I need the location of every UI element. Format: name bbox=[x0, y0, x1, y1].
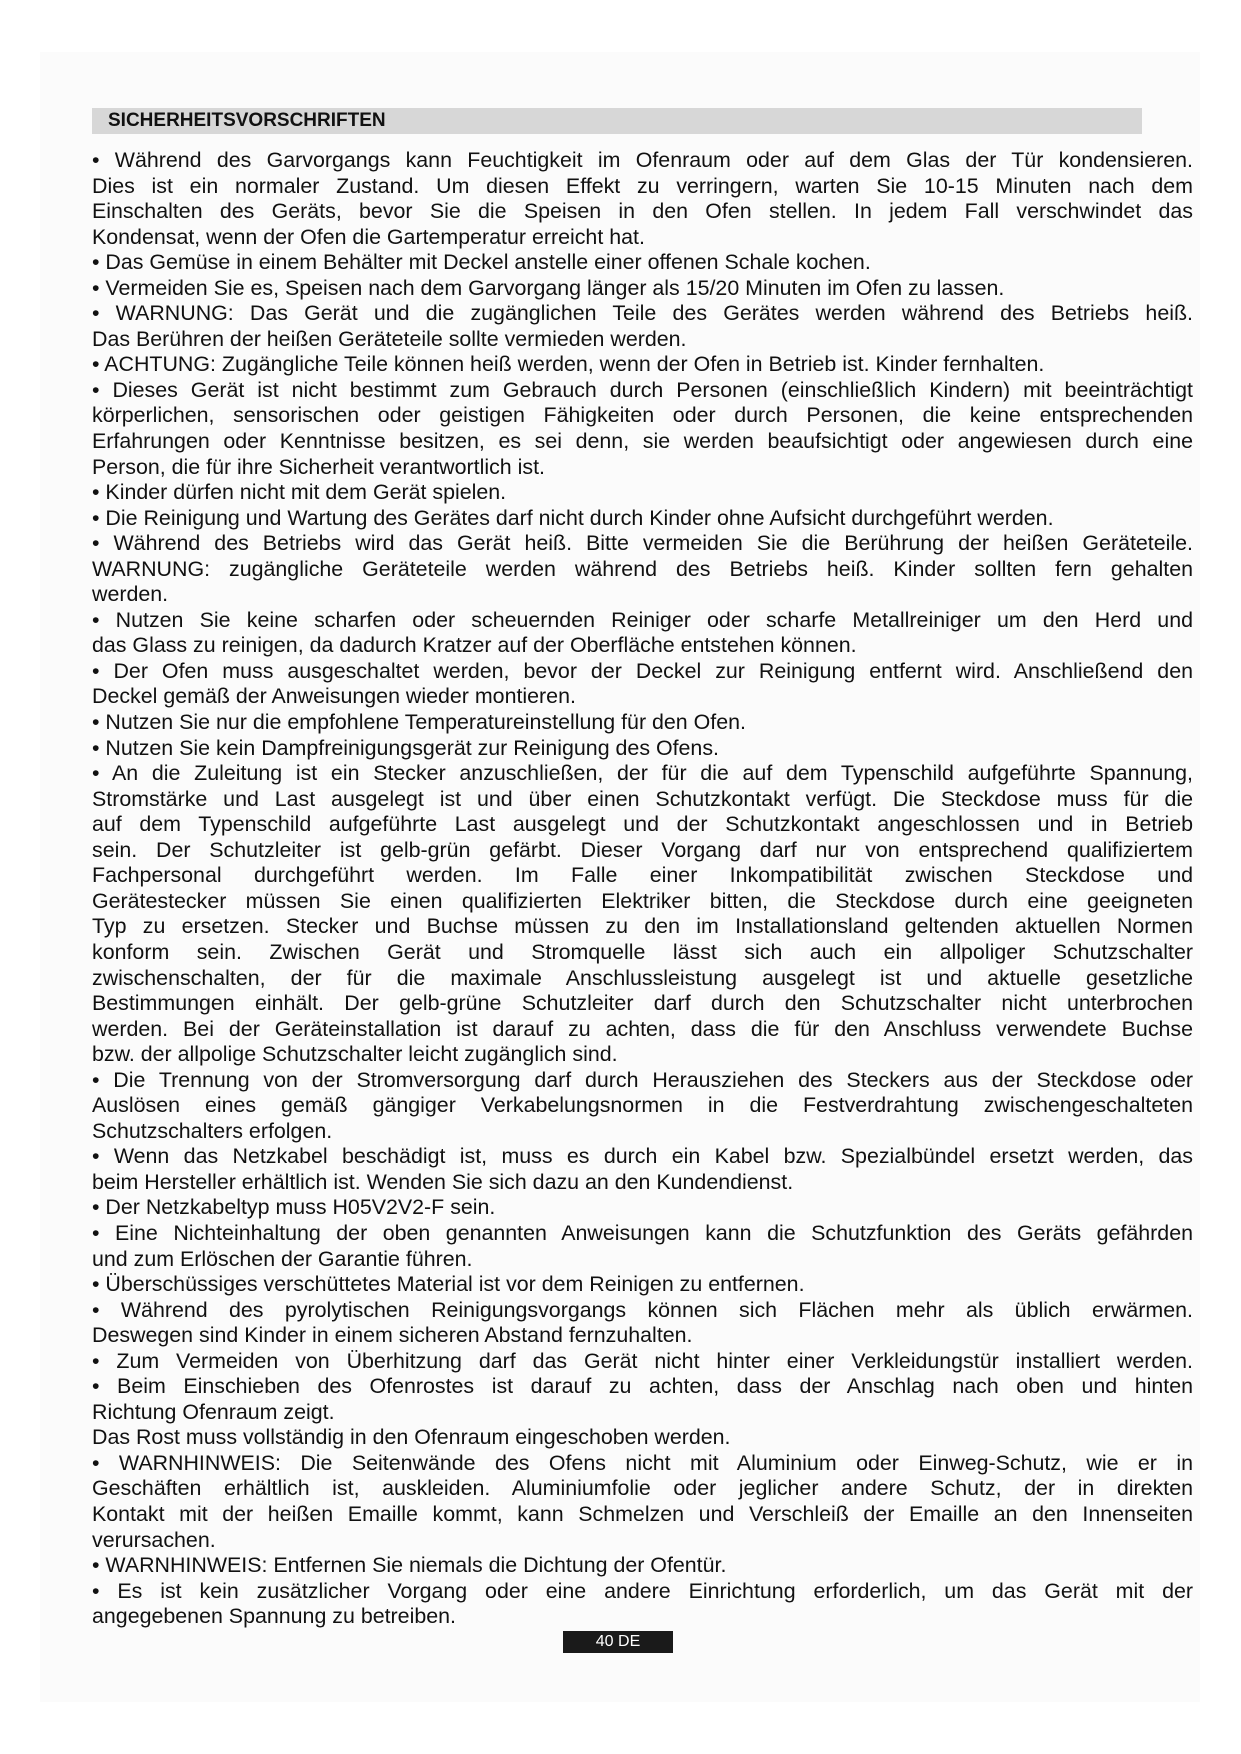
text-line: Typ zu ersetzen. Stecker und Buchse müssen zu den im Installationsland geltenden aktuellen Normen bbox=[92, 914, 1193, 939]
text-line: Das Rost muss vollständig in den Ofenraum eingeschoben werden. bbox=[92, 1425, 731, 1450]
safety-instructions-text bbox=[92, 148, 1202, 1630]
text-line: • WARNHINWEIS: Die Seitenwände des Ofens nicht mit Aluminium oder Einweg-Schutz, wie er in bbox=[92, 1450, 1193, 1475]
text-line: • Die Trennung von der Stromversorgung darf durch Herausziehen des Steckers aus der Steckdose oder bbox=[92, 1067, 1193, 1092]
text-line: • Während des pyrolytischen Reinigungsvorgangs können sich Flächen mehr als üblich erwärmen. bbox=[92, 1297, 1193, 1322]
text-line: Fachpersonal durchgeführt werden. Im Falle einer Inkompatibilität zwischen Steckdose und bbox=[92, 863, 1193, 888]
text-line: • Während des Garvorgangs kann Feuchtigkeit im Ofenraum oder auf dem Glas der Tür kondensieren. bbox=[92, 148, 1193, 172]
text-line: zwischenschalten, der für die maximale Anschlussleistung ausgelegt ist und aktuelle gesetzliche bbox=[92, 965, 1193, 990]
text-line: Auslösen eines gemäß gängiger Verkabelungsnormen in die Festverdrahtung zwischengeschalteten bbox=[92, 1093, 1193, 1118]
text-line: Einschalten des Geräts, bevor Sie die Speisen in den Ofen stellen. In jedem Fall verschwindet das bbox=[92, 199, 1193, 224]
text-line: • Zum Vermeiden von Überhitzung darf das Gerät nicht hinter einer Verkleidungstür installiert werden. bbox=[92, 1348, 1193, 1373]
text-line: werden. Bei der Geräteinstallation ist darauf zu achten, dass die für den Anschluss verwendete Buchse bbox=[92, 1016, 1193, 1041]
text-line: • Der Netzkabeltyp muss H05V2V2-F sein. bbox=[92, 1195, 496, 1220]
text-line: verursachen. bbox=[92, 1527, 216, 1552]
text-line: • Dieses Gerät ist nicht bestimmt zum Gebrauch durch Personen (einschließlich Kindern) mit beeinträchtigt bbox=[92, 377, 1193, 402]
text-line: • Während des Betriebs wird das Gerät heiß. Bitte vermeiden Sie die Berührung der heißen Geräteteile. bbox=[92, 531, 1193, 556]
text-line: • Vermeiden Sie es, Speisen nach dem Garvorgang länger als 15/20 Minuten im Ofen zu lassen. bbox=[92, 275, 1005, 300]
text-line: Geschäften erhältlich ist, auskleiden. Aluminiumfolie oder jeglicher andere Schutz, der in direkten bbox=[92, 1476, 1193, 1501]
section-title: SICHERHEITSVORSCHRIFTEN bbox=[108, 110, 386, 131]
text-line: • Nutzen Sie nur die empfohlene Temperatureinstellung für den Ofen. bbox=[92, 710, 746, 735]
text-line: • Beim Einschieben des Ofenrostes ist darauf zu achten, dass der Anschlag nach oben und hinten bbox=[92, 1374, 1193, 1399]
text-line: konform sein. Zwischen Gerät und Stromquelle lässt sich auch ein allpoliger Schutzschalter bbox=[92, 939, 1193, 964]
text-line: • Nutzen Sie keine scharfen oder scheuernden Reiniger oder scharfe Metallreiniger um den Herd und bbox=[92, 607, 1193, 632]
text-line: • Kinder dürfen nicht mit dem Gerät spielen. bbox=[92, 480, 507, 505]
text-line: Das Berühren der heißen Geräteteile sollte vermieden werden. bbox=[92, 326, 687, 351]
text-line: beim Hersteller erhältlich ist. Wenden Sie sich dazu an den Kundendienst. bbox=[92, 1169, 794, 1194]
text-line: Gerätestecker müssen Sie einen qualifizierten Elektriker bitten, die Steckdose durch eine geeigneten bbox=[92, 888, 1193, 913]
text-line: Stromstärke und Last ausgelegt ist und über einen Schutzkontakt verfügt. Die Steckdose muss für die bbox=[92, 786, 1193, 811]
text-line: Deswegen sind Kinder in einem sicheren Abstand fernzuhalten. bbox=[92, 1323, 693, 1348]
text-line: Kondensat, wenn der Ofen die Gartemperatur erreicht hat. bbox=[92, 224, 645, 249]
text-line: • Es ist kein zusätzlicher Vorgang oder eine andere Einrichtung erforderlich, um das Gerät mit der bbox=[92, 1578, 1193, 1603]
text-line: • WARNUNG: Das Gerät und die zugänglichen Teile des Gerätes werden während des Betriebs heiß. bbox=[92, 301, 1193, 326]
text-line: • Der Ofen muss ausgeschaltet werden, bevor der Deckel zur Reinigung entfernt wird. Anschließend den bbox=[92, 658, 1193, 683]
text-line: WARNUNG: zugängliche Geräteteile werden während des Betriebs heiß. Kinder sollten fern gehalten bbox=[92, 556, 1193, 581]
text-line: • An die Zuleitung ist ein Stecker anzuschließen, der für die auf dem Typenschild aufgeführte Spannung, bbox=[92, 761, 1193, 786]
page-number-badge: 40 DE bbox=[563, 1631, 673, 1653]
text-line: körperlichen, sensorischen oder geistigen Fähigkeiten oder durch Personen, die keine entsprechenden bbox=[92, 403, 1193, 428]
text-line: Erfahrungen oder Kenntnisse besitzen, es sei denn, sie werden beaufsichtigt oder angewiesen durch eine bbox=[92, 429, 1193, 454]
text-line: sein. Der Schutzleiter ist gelb-grün gefärbt. Dieser Vorgang darf nur von entsprechend qualifiziertem bbox=[92, 837, 1193, 862]
text-line: Person, die für ihre Sicherheit verantwortlich ist. bbox=[92, 454, 545, 479]
text-line: • Wenn das Netzkabel beschädigt ist, muss es durch ein Kabel bzw. Spezialbündel ersetzt werden, das bbox=[92, 1144, 1193, 1169]
text-line: Bestimmungen einhält. Der gelb-grüne Schutzleiter darf durch den Schutzschalter nicht unterbrochen bbox=[92, 991, 1193, 1016]
text-line: Richtung Ofenraum zeigt. bbox=[92, 1399, 335, 1424]
text-line: werden. bbox=[92, 582, 169, 607]
text-line: • ACHTUNG: Zugängliche Teile können heiß werden, wenn der Ofen in Betrieb ist. Kinder fernhalten. bbox=[92, 352, 1045, 377]
text-line: • Die Reinigung und Wartung des Gerätes darf nicht durch Kinder ohne Aufsicht durchgeführt werden. bbox=[92, 505, 1054, 530]
text-line: Kontakt mit der heißen Emaille kommt, kann Schmelzen und Verschleiß der Emaille an den Innenseiten bbox=[92, 1501, 1193, 1526]
text-line: angegebenen Spannung zu betreiben. bbox=[92, 1604, 456, 1629]
text-line: • Das Gemüse in einem Behälter mit Deckel anstelle einer offenen Schale kochen. bbox=[92, 250, 871, 275]
text-line: • WARNHINWEIS: Entfernen Sie niemals die Dichtung der Ofentür. bbox=[92, 1553, 727, 1578]
text-line: • Nutzen Sie kein Dampfreinigungsgerät zur Reinigung des Ofens. bbox=[92, 735, 719, 760]
text-line: Dies ist ein normaler Zustand. Um diesen Effekt zu verringern, warten Sie 10-15 Minuten nach dem bbox=[92, 173, 1193, 198]
text-line: auf dem Typenschild aufgeführte Last ausgelegt und der Schutzkontakt angeschlossen und in Betrieb bbox=[92, 812, 1193, 837]
text-line: und zum Erlöschen der Garantie führen. bbox=[92, 1246, 473, 1271]
text-line: Deckel gemäß der Anweisungen wieder montieren. bbox=[92, 684, 576, 709]
section-header-bar bbox=[92, 108, 1142, 134]
text-line: • Eine Nichteinhaltung der oben genannten Anweisungen kann die Schutzfunktion des Geräts gefährden bbox=[92, 1220, 1193, 1245]
text-line: bzw. der allpolige Schutzschalter leicht zugänglich sind. bbox=[92, 1042, 618, 1067]
text-line: • Überschüssiges verschüttetes Material ist vor dem Reinigen zu entfernen. bbox=[92, 1272, 805, 1297]
text-line: Schutzschalters erfolgen. bbox=[92, 1118, 333, 1143]
text-line: das Glass zu reinigen, da dadurch Kratzer auf der Oberfläche entstehen können. bbox=[92, 633, 857, 658]
